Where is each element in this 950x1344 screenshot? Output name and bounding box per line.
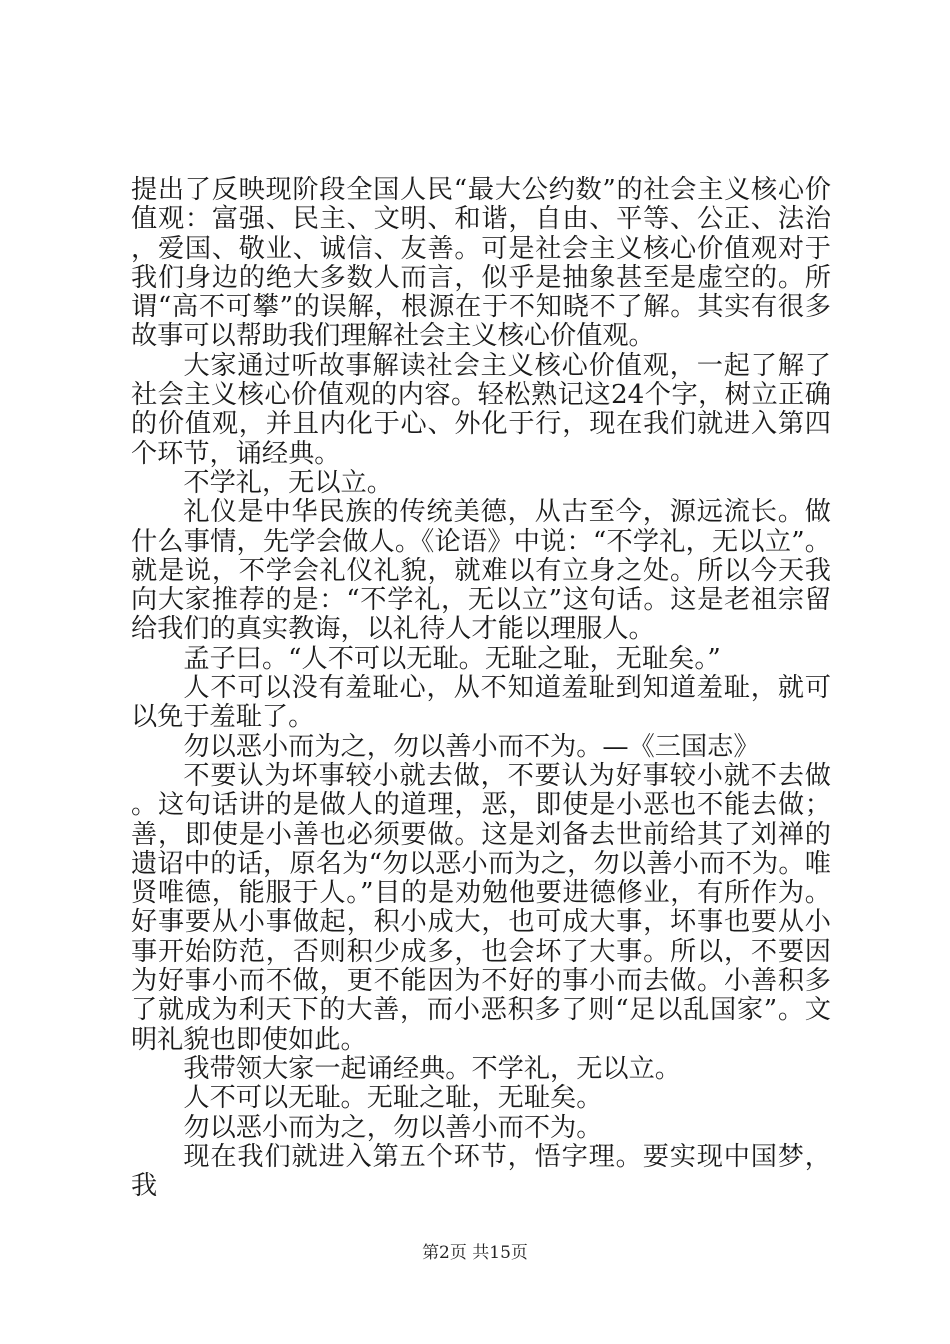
page-number-label: 第2页 共15页 <box>422 1243 528 1263</box>
paragraph-5: 孟子曰。“人不可以无耻。无耻之耻，无耻矣。” <box>183 643 721 674</box>
paragraph-2: 大家通过听故事解读社会主义核心价值观，一起了解了社会主义核心价值观的内容。轻松熟记这24个字，树立正确的价值观，并且内化于心、外化于行，现在我们就进入第四个环节，诵经典。 <box>131 350 831 469</box>
paragraph-3: 不学礼，无以立。 <box>183 467 393 498</box>
paragraph-8: 不要认为坏事较小就去做，不要认为好事较小就不去做。这句话讲的是做人的道理，恶，即使是小恶也不能去做；善，即使是小善也必须要做。这是刘备去世前给其了刘禅的遗诏中的话，原名为“勿以恶小而为之，勿以善小而不为。唯贤唯德，能服于人。”目的是劝勉他要进德修业，有所作为。好事要从小事做起，积小成大，也可成大事，坏事也要从小事开始防范，否则积少成多，也会坏了大事。所以，不要因为好事小而不做，更不能因为不好的事小而去做。小善积多了就成为利天下的大善，而小恶积多了则“足以乱国家”。文明礼貌也即使如此。 <box>131 760 831 1055</box>
body-text <box>131 176 831 1201</box>
paragraph-12: 现在我们就进入第五个环节，悟字理。要实现中国梦，我 <box>131 1141 831 1202</box>
paragraph-7: 勿以恶小而为之，勿以善小而不为。—《三国志》 <box>183 731 760 762</box>
paragraph-4: 礼仪是中华民族的传统美德，从古至今，源远流长。做什么事情，先学会做人。《论语》中说：“不学礼，无以立”。就是说，不学会礼仪礼貌，就难以有立身之处。所以今天我向大家推荐的是：“不学礼，无以立”这句话。这是老祖宗留给我们的真实教诲，以礼待人才能以理服人。 <box>131 497 831 645</box>
paragraph-11: 勿以恶小而为之，勿以善小而不为。 <box>183 1112 603 1143</box>
paragraph-1: 提出了反映现阶段全国人民“最大公约数”的社会主义核心价值观：富强、民主、文明、和谐，自由、平等、公正、法治，爱国、敬业、诚信、友善。可是社会主义核心价值观对于我们身边的绝大多数人而言，似乎是抽象甚至是虚空的。所谓“高不可攀”的误解，根源在于不知晓不了解。其实有很多故事可以帮助我们理解社会主义核心价值观。 <box>131 175 831 352</box>
paragraph-9: 我带领大家一起诵经典。不学礼，无以立。 <box>183 1053 681 1084</box>
page-footer <box>0 1242 950 1264</box>
paragraph-6: 人不可以没有羞耻心，从不知道羞耻到知道羞耻，就可以免于羞耻了。 <box>131 673 831 733</box>
paragraph-10: 人不可以无耻。无耻之耻，无耻矣。 <box>183 1083 603 1114</box>
